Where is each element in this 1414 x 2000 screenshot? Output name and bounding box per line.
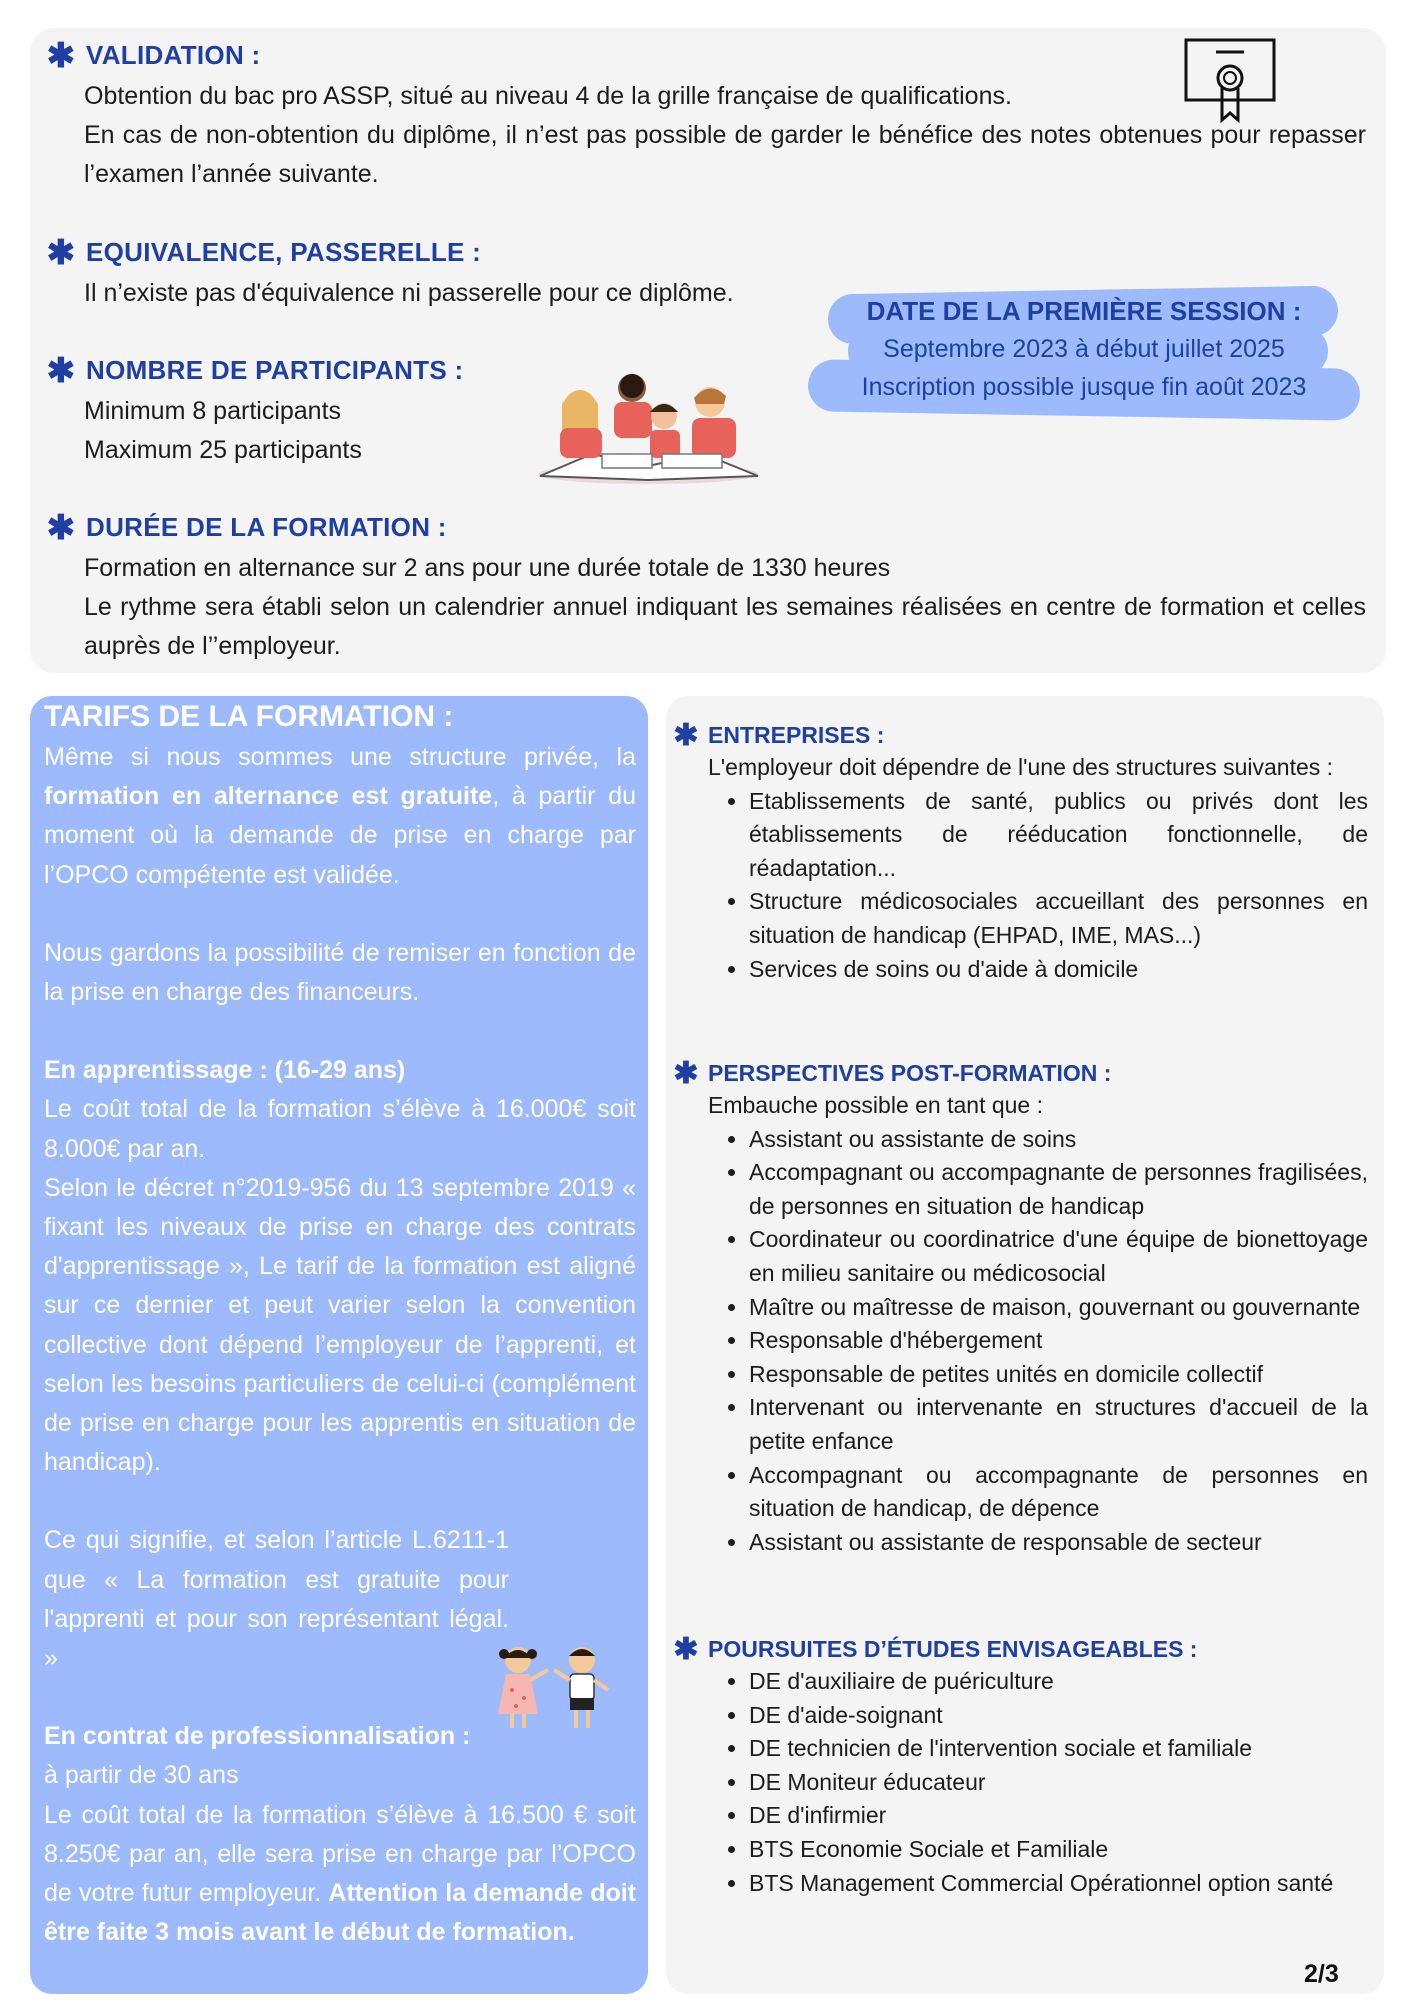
first-session-badge [808, 286, 1360, 426]
duree-section [44, 508, 1384, 666]
session-dates: Septembre 2023 à début juillet 2025 [883, 335, 1285, 363]
list-item: • Assistant ou assistante de responsable de secteur [749, 1526, 1368, 1560]
text-line: En cas de non-obtention du diplôme, il n’est pas possible de garder le bénéfice des notes obtenues pour repasser l’examen l’année suivante. [84, 121, 1366, 188]
participants-section [44, 351, 524, 470]
section-title: PERSPECTIVES POST-FORMATION : [708, 1060, 1112, 1086]
session-title: DATE DE LA PREMIÈRE SESSION : [866, 296, 1302, 326]
page-number: 2/3 [1304, 1960, 1339, 1988]
tarifs-intro: Même si nous sommes une structure privée, la formation en alternance est gratuite, à partir du moment où la demande de prise en charge par l’OPCO compétente est validée. [44, 743, 637, 889]
session-registration: Inscription possible jusque fin août 2023 [861, 373, 1307, 401]
asterisk-icon: ✱ [673, 1056, 699, 1090]
asterisk-icon: ✱ [673, 1632, 699, 1666]
list-item: • Etablissements de santé, publics ou privés dont les établissements de rééducation fonctionnelle, de réadaptation... [749, 785, 1368, 886]
list-item: • DE technicien de l'intervention sociale et familiale [749, 1732, 1368, 1766]
list-item: • Accompagnant ou accompagnante de personnes fragilisées, de personnes en situation de handicap [749, 1156, 1368, 1223]
asterisk-icon: ✱ [46, 36, 76, 75]
perspectives-intro: Embauche possible en tant que : [708, 1092, 1044, 1118]
entreprises-intro: L'employeur doit dépendre de l'une des structures suivantes : [708, 754, 1334, 780]
list-item: • BTS Management Commercial Opérationnel option santé [749, 1867, 1368, 1901]
section-title: EQUIVALENCE, PASSERELLE : [86, 237, 482, 267]
asterisk-icon: ✱ [673, 718, 699, 752]
text-line: Il n’existe pas d'équivalence ni passerelle pour ce diplôme. [84, 279, 734, 307]
list-item: • Coordinateur ou coordinatrice d'une équipe de bionettoyage en milieu sanitaire ou médicosocial [749, 1223, 1368, 1290]
list-item: • DE d'aide-soignant [749, 1699, 1368, 1733]
asterisk-icon: ✱ [46, 351, 76, 390]
list-item: • Services de soins ou d'aide à domicile [749, 953, 1368, 987]
list-item: • DE Moniteur éducateur [749, 1766, 1368, 1800]
professionnalisation-age: à partir de 30 ans [44, 1761, 239, 1790]
asterisk-icon: ✱ [46, 233, 76, 272]
text-line: Obtention du bac pro ASSP, situé au niveau 4 de la grille française de qualifications. [84, 82, 1012, 110]
list-item: • Structure médicosociales accueillant des personnes en situation de handicap (EHPAD, IME, MAS...) [749, 885, 1368, 952]
validation-section [44, 36, 1384, 194]
section-title: DURÉE DE LA FORMATION : [86, 512, 447, 542]
apprentissage-article: Ce qui signifie, et selon l’article L.6211-1 que « La formation est gratuite pour l'apprenti et pour son représentant légal. » [44, 1526, 509, 1673]
perspectives-section [672, 1056, 1368, 1559]
list-item: • BTS Economie Sociale et Familiale [749, 1833, 1368, 1867]
poursuites-section [672, 1632, 1368, 1900]
list-item: • Responsable d'hébergement [749, 1324, 1368, 1358]
professionnalisation-cost: Le coût total de la formation s’élève à 16.500 € soit 8.250€ par an, elle sera prise en charge par l’OPCO de votre futur employeur. Attention la demande doit être faite 3 mois avant le début de formation. [44, 1800, 637, 1947]
children-illustration [486, 1640, 616, 1732]
asterisk-icon: ✱ [46, 508, 76, 547]
list-item: • Accompagnant ou accompagnante de personnes en situation de handicap, de dépence [749, 1459, 1368, 1526]
section-title: NOMBRE DE PARTICIPANTS : [86, 355, 464, 385]
tarifs-title: TARIFS DE LA FORMATION : [44, 700, 454, 733]
section-title: VALIDATION : [86, 40, 261, 70]
section-title: POURSUITES D’ÉTUDES ENVISAGEABLES : [708, 1636, 1198, 1662]
list-item: • Maître ou maîtresse de maison, gouvernant ou gouvernante [749, 1291, 1368, 1325]
students-reading-illustration [532, 366, 764, 486]
entreprises-section [672, 718, 1368, 986]
list-item: • Intervenant ou intervenante en structures d'accueil de la petite enfance [749, 1391, 1368, 1458]
text-line: Le rythme sera établi selon un calendrier annuel indiquant les semaines réalisées en centre de formation et celles auprès de l’’employeur. [84, 593, 1366, 660]
section-title: ENTREPRISES : [708, 722, 885, 748]
tarifs-body [44, 738, 636, 1952]
apprentissage-cost: Le coût total de la formation s’élève à 16.000€ soit 8.000€ par an. [44, 1095, 636, 1163]
apprentissage-decree: Selon le décret n°2019-956 du 13 septembre 2019 « fixant les niveaux de prise en charge des contrats d'apprentissage », Le tarif de la formation est aligné sur ce dernier et peut varier selon la convention collective dont dépend l’employeur de l’apprenti, et selon les besoins particuliers de celui-ci (complément de prise en charge pour les apprentis en situation de handicap). [44, 1173, 636, 1477]
text-line: Formation en alternance sur 2 ans pour une durée totale de 1330 heures [84, 554, 891, 582]
list-item: • Assistant ou assistante de soins [749, 1123, 1368, 1157]
text-line: Maximum 25 participants [84, 436, 362, 464]
list-item: • DE d'auxiliaire de puériculture [749, 1665, 1368, 1699]
tarifs-remise: Nous gardons la possibilité de remiser en fonction de la prise en charge des financeurs. [44, 938, 636, 1007]
professionnalisation-title: En contrat de professionnalisation : [44, 1722, 471, 1751]
list-item: • DE d'infirmier [749, 1799, 1368, 1833]
text-line: Minimum 8 participants [84, 397, 342, 425]
apprentissage-title: En apprentissage : (16-29 ans) [44, 1056, 406, 1085]
equivalence-section [44, 233, 844, 313]
list-item: • Responsable de petites unités en domicile collectif [749, 1358, 1368, 1392]
